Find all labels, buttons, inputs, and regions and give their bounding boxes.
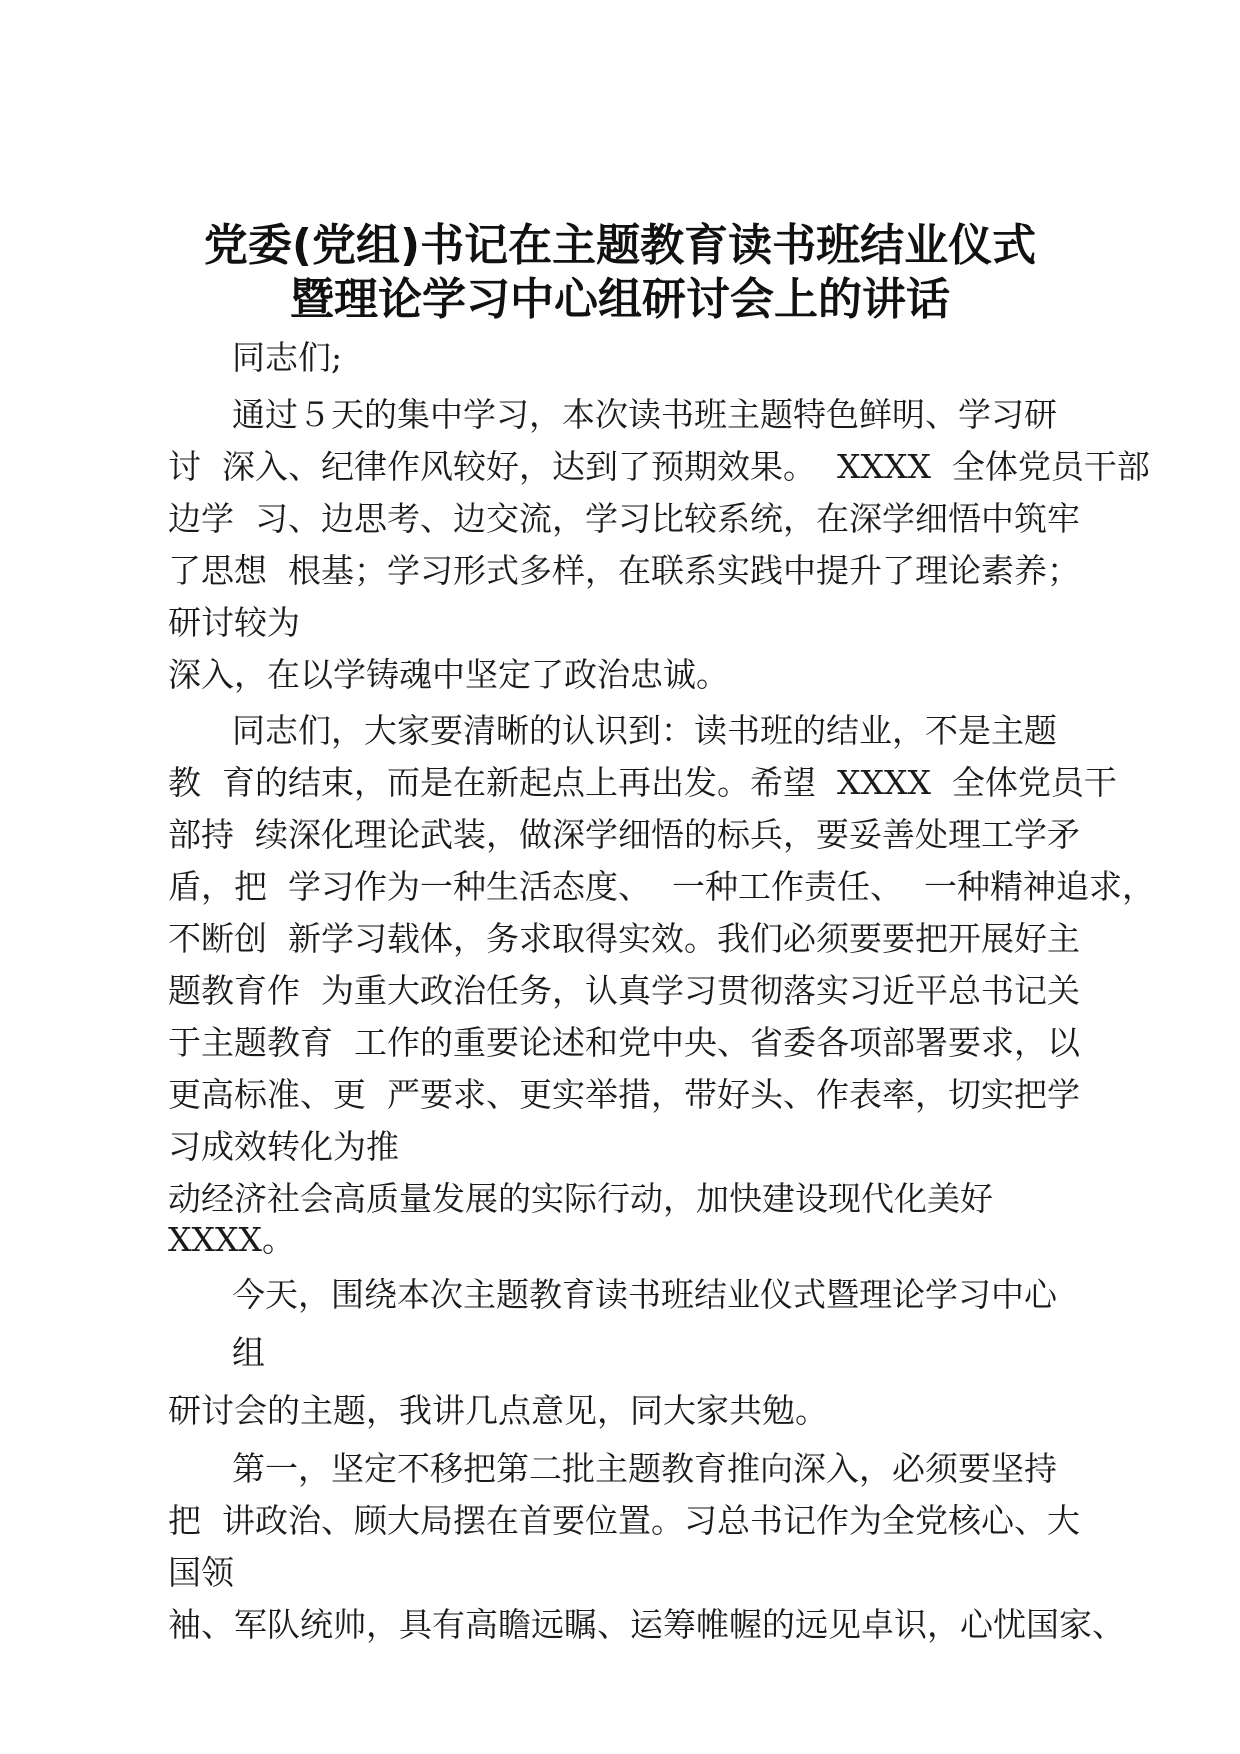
body-line: 教 育的结束，而是在新起点上再出发。希望 XXXX 全体党员干 <box>168 763 1117 802</box>
body-line: 第一，坚定不移把第二批主题教育推向深入，必须要坚持 <box>232 1449 1057 1488</box>
body-line: 研讨会的主题，我讲几点意见，同大家共勉。 <box>168 1391 828 1430</box>
body-line: 今天，围绕本次主题教育读书班结业仪式暨理论学习中心 <box>232 1275 1057 1314</box>
body-line: 研讨较为 <box>168 603 300 642</box>
body-line: 动经济社会高质量发展的实际行动，加快建设现代化美好 <box>168 1179 993 1218</box>
body-line: 边学 习、边思考、边交流，学习比较系统，在深学细悟中筑牢 <box>168 499 1080 538</box>
body-line: 于主题教育 工作的重要论述和党中央、省委各项部署要求，以 <box>168 1023 1080 1062</box>
salutation: 同志们; <box>232 338 343 377</box>
body-line: 组 <box>232 1333 265 1372</box>
body-line: 习成效转化为推 <box>168 1127 399 1166</box>
body-line: 更高标准、更 严要求、更实举措，带好头、作表率，切实把学 <box>168 1075 1080 1114</box>
body-line: 同志们，大家要清晰的认识到：读书班的结业，不是主题 <box>232 711 1057 750</box>
body-line: 题教育作 为重大政治任务，认真学习贯彻落实习近平总书记关 <box>168 971 1080 1010</box>
body-line: 盾，把 学习作为一种生活态度、 一种工作责任、 一种精神追求， <box>168 867 1155 906</box>
body-line: 深入，在以学铸魂中坚定了政治忠诚。 <box>168 655 729 694</box>
body-line: 把 讲政治、顾大局摆在首要位置。习总书记作为全党核心、大 <box>168 1501 1080 1540</box>
body-line: 国领 <box>168 1553 234 1592</box>
body-line: 不断创 新学习载体，务求取得实效。我们必须要要把开展好主 <box>168 919 1080 958</box>
body-line: 袖、军队统帅，具有高瞻远瞩、运筹帷幄的远见卓识，心忧国家、 <box>168 1605 1125 1644</box>
document-title-line-2: 暨理论学习中心组研讨会上的讲话 <box>290 274 950 325</box>
body-line: XXXX。 <box>168 1220 295 1259</box>
body-line: 部持 续深化理论武装，做深学细悟的标兵，要妥善处理工学矛 <box>168 815 1080 854</box>
body-line: 讨 深入、纪律作风较好，达到了预期效果。 XXXX 全体党员干部 <box>168 447 1150 486</box>
document-title-line-1: 党委(党组)书记在主题教育读书班结业仪式 <box>203 220 1037 271</box>
body-line: 了思想 根基；学习形式多样，在联系实践中提升了理论素养； <box>168 551 1080 590</box>
body-line: 通过５天的集中学习，本次读书班主题特色鲜明、学习研 <box>232 395 1057 434</box>
